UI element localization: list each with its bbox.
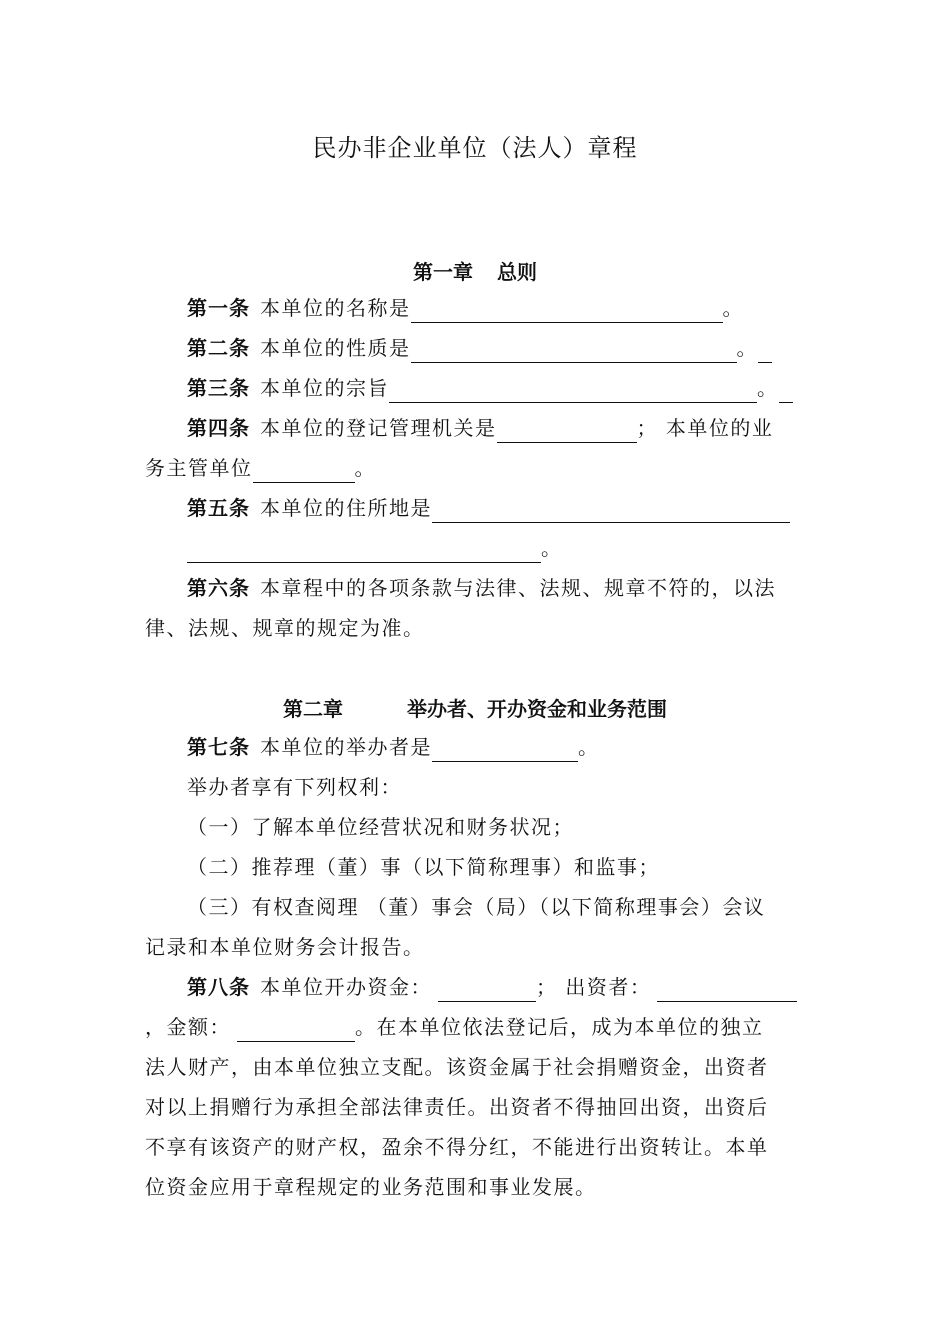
article-7	[187, 727, 807, 767]
article-label: 第二条	[187, 336, 250, 360]
article-label: 第五条	[187, 496, 250, 520]
chapter-number: 第一章	[413, 260, 473, 284]
chapter-name: 举办者、开办资金和业务范围	[407, 697, 667, 721]
punctuation: 。	[578, 735, 600, 759]
article-3	[187, 368, 807, 408]
right-item-3-continued: 记录和本单位财务会计报告。	[145, 935, 425, 959]
article-label: 第八条	[187, 975, 250, 999]
article-text: 本单位的登记管理机关是	[260, 416, 497, 440]
article-label: 第七条	[187, 735, 250, 759]
article-text: 本单位的名称是	[260, 296, 411, 320]
fill-blank-name[interactable]	[411, 296, 723, 323]
article-8-line-6: 位资金应用于章程规定的业务范围和事业发展。	[145, 1175, 597, 1199]
right-item-1: （一）了解本单位经营状况和财务状况；	[187, 815, 574, 839]
article-text: 本单位的举办者是	[260, 735, 432, 759]
punctuation: 。	[757, 376, 779, 400]
article-2	[187, 328, 807, 368]
fill-blank-founder[interactable]	[432, 735, 578, 762]
punctuation: 。	[354, 456, 376, 480]
article-8-line-2	[145, 1007, 805, 1047]
fill-blank-address-2[interactable]	[187, 536, 541, 563]
fill-blank-amount[interactable]	[237, 1015, 355, 1042]
article-8-line-3: 法人财产，由本单位独立支配。该资金属于社会捐赠资金，出资者	[145, 1055, 769, 1079]
article-4-continued	[145, 448, 805, 488]
fill-blank-tail	[779, 376, 793, 403]
article-8	[187, 967, 807, 1007]
chapter-2-heading	[0, 693, 950, 722]
article-text: 本单位的性质是	[260, 336, 411, 360]
fill-blank-authority[interactable]	[497, 416, 637, 443]
article-text: 。在本单位依法登记后，成为本单位的独立	[355, 1015, 764, 1039]
article-label: 第六条	[187, 576, 250, 600]
chapter-1-heading	[0, 256, 950, 285]
fill-blank-tail	[758, 336, 772, 363]
punctuation: 。	[736, 336, 758, 360]
article-text: 律、法规、规章的规定为准。	[145, 616, 425, 640]
fill-blank-purpose[interactable]	[389, 376, 757, 403]
right-item-2: （二）推荐理（董）事（以下简称理事）和监事；	[187, 855, 660, 879]
article-text: 本单位开办资金：	[260, 975, 432, 999]
fill-blank-supervisor[interactable]	[253, 456, 355, 483]
article-text: ； 出资者：	[536, 975, 652, 999]
article-text: 本章程中的各项条款与法律、法规、规章不符的，以法	[260, 576, 776, 600]
article-text: ，金额：	[145, 1015, 231, 1039]
article-text: 本单位的住所地是	[260, 496, 432, 520]
article-5	[187, 488, 807, 528]
article-text: 本单位的宗旨	[260, 376, 389, 400]
punctuation: 。	[541, 536, 563, 560]
article-label: 第一条	[187, 296, 250, 320]
article-8-line-4: 对以上捐赠行为承担全部法律责任。出资者不得抽回出资，出资后	[145, 1095, 769, 1119]
article-label: 第四条	[187, 416, 250, 440]
article-6-continued	[145, 608, 805, 648]
punctuation: 。	[722, 296, 744, 320]
fill-blank-address[interactable]	[432, 496, 790, 523]
article-text: 务主管单位	[145, 456, 253, 480]
article-5-continued	[187, 528, 807, 568]
chapter-name: 总则	[497, 260, 537, 284]
fill-blank-contributor[interactable]	[657, 975, 797, 1002]
article-4	[187, 408, 807, 448]
right-item-3: （三）有权查阅理 （董）事会（局）（以下简称理事会）会议	[187, 895, 766, 919]
rights-intro: 举办者享有下列权利：	[187, 775, 402, 799]
article-8-line-5: 不享有该资产的财产权，盈余不得分红，不能进行出资转让。本单	[145, 1135, 769, 1159]
article-6	[187, 568, 807, 608]
chapter-number: 第二章	[283, 697, 343, 721]
fill-blank-capital[interactable]	[438, 975, 536, 1002]
article-1	[187, 288, 807, 328]
document-title: 民办非企业单位（法人）章程	[312, 134, 638, 162]
article-text: ； 本单位的业	[636, 416, 774, 440]
fill-blank-nature[interactable]	[411, 336, 737, 363]
article-label: 第三条	[187, 376, 250, 400]
